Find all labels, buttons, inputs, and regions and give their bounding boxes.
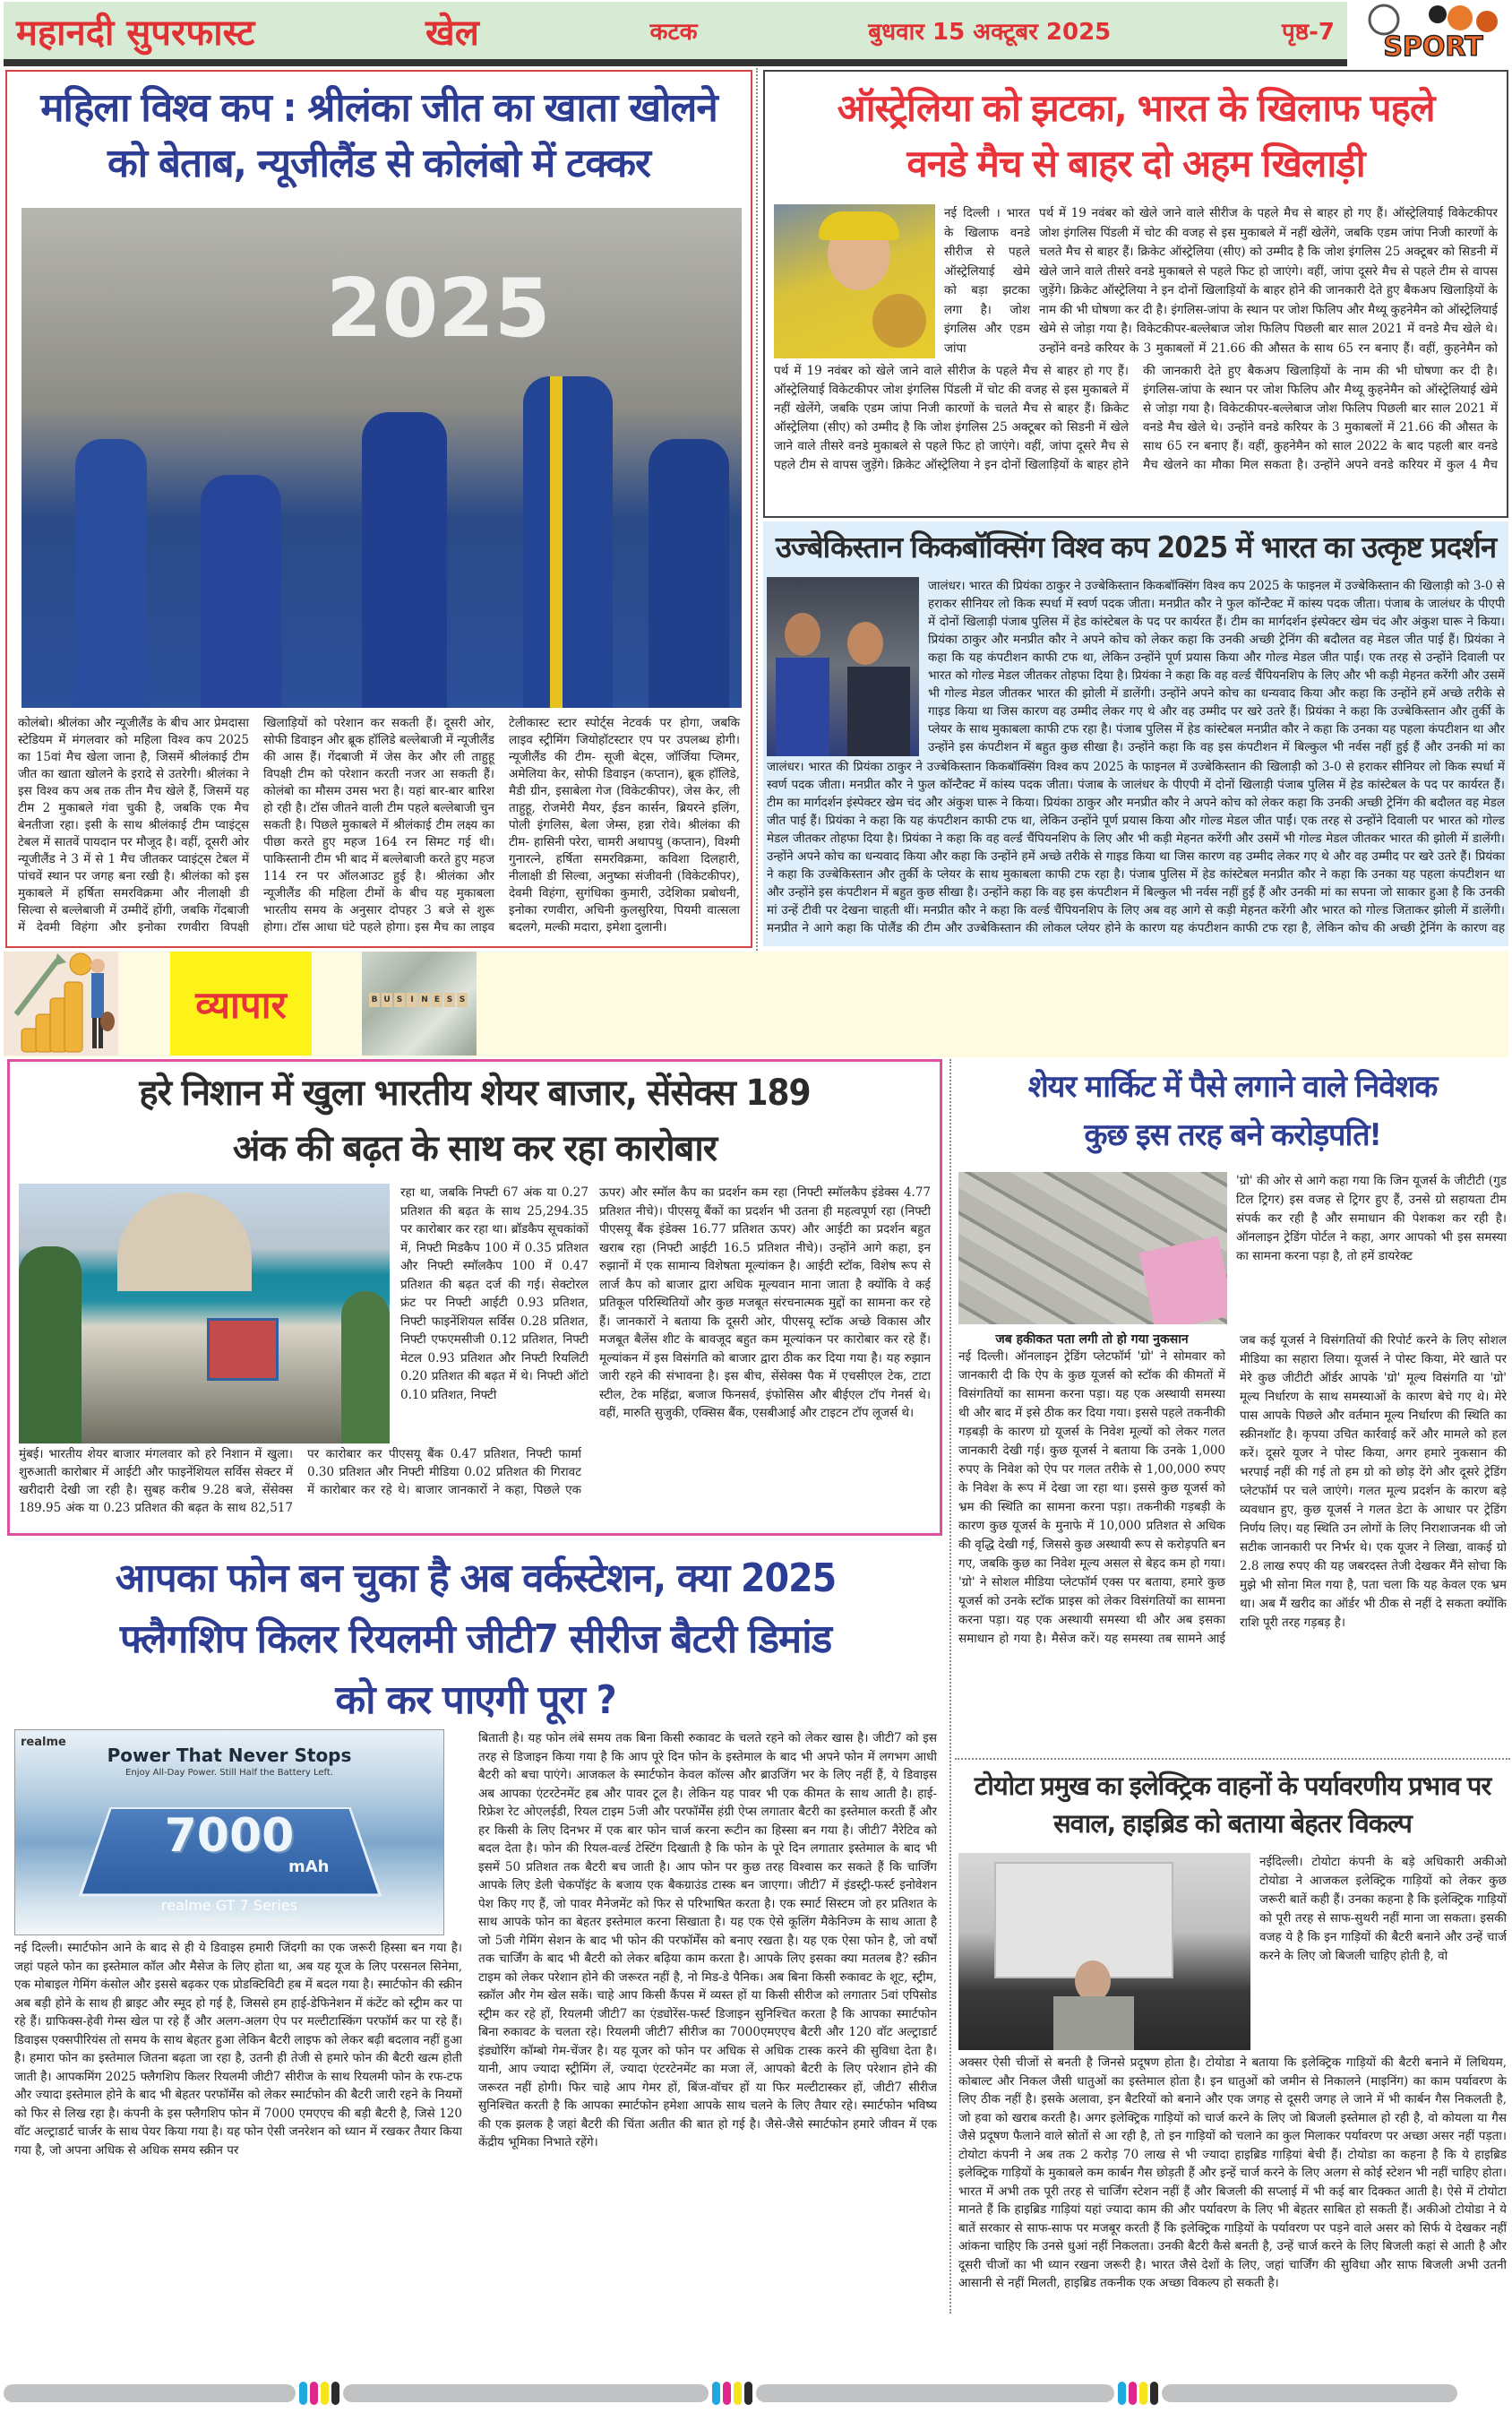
australia-body-main: पर्थ में 19 नवंबर को खेले जाने वाले सीरीज के पहले मैच से बाहर हो गए हैं। ऑस्ट्रेलियाई विकेटकीपर जोश इंगलिस पिंडली में चोट की वजह से इस मुकाबले में नहीं खेलेंगे, जबकि एडम जांपा निजी कारणों के चलते मैच से बाहर हैं। क्रिकेट ऑस्ट्रेलिया (सीए) को उम्मीद है कि जोश इंगलिस 25 अक्टूबर को सिडनी में खेले जाने वाले तीसरे वनडे मुकाबले से पहले फिट हो जाएंगे। वहीं, जांपा दूसरे मैच से पहले टीम से वापस जुड़ेंगे। क्रिकेट ऑस्ट्रेलिया ने इन दोनों खिलाड़ियों के बाहर होने की जानकारी देते हुए बैकअप खिलाड़ियों के नाम की भी घोषणा कर दी है। इंगलिस-जांपा के स्थान पर जोश फिलिप और मैथ्यू कुहनेमैन को ऑस्ट्रेलियाई खेमे से जोड़ा गया है। विकेटकीपर-बल्लेबाज जोश फिलिप पिछली बार साल 2021 में वनडे मैच खेले थे। उन्होंने वनडे करियर के 3 मुकाबलों में 21.66 की औसत के साथ 65 रन बनाए हैं। वहीं, कुहनेमैन को साल 2022 के बाद पहली बार वनडे मैच खेलने का मौका मिल सकता है। उन्होंने अपने वनडे करियर में कुल 4 मैच	[774, 364, 1498, 472]
srilanka-team-photo	[21, 208, 742, 708]
sensex-headline-2: अंक की बढ़त के साथ कर रहा कारोबार	[232, 1128, 717, 1169]
paper-name: महानदी सुपरफास्ट	[16, 12, 255, 54]
groww-headline-1: शेयर मार्किट में पैसे लगाने वाले निवेशक	[1027, 1069, 1438, 1105]
column-divider	[949, 1059, 951, 2314]
australia-headline-2: वनडे मैच से बाहर दो अहम खिलाड़ी	[906, 142, 1365, 185]
masthead	[4, 2, 1347, 59]
srilanka-body: कोलंबो। श्रीलंका और न्यूजीलैंड के बीच आर प्रेमदासा स्टेडियम में मंगलवार को महिला विश्व कप 2025 का 15वां मैच खेला जाना है, जिसमें श्रीलंकाई टीम जीत का खाता खोलने के इरादे से उतरेगी। श्रीलंका ने इस विश्व कप अब तक तीन मैच खेले हैं, जिसमें यह टीम 2 मुकाबले गंवा चुकी है, जबकि एक मैच बेनतीजा रहा। इसी के साथ श्रीलंकाई टीम प्वाइंट्स टेबल में सातवें पायदान पर मौजूद है। वहीं, दूसरी ओर न्यूजीलैंड ने 3 में से 1 मैच जीतकर प्वाइंट्स टेबल में पांचवें स्थान पर जगह बना रखी है। श्रीलंका को इस मुकाबले में हर्षिता समरविक्रमा और नीलाक्षी डी सिल्वा से बल्लेबाजी में उम्मीदें होंगी, जबकि गेंदबाजी में देवमी विहंगा और इनोका रणवीरा विपक्षी खिलाड़ियों को परेशान कर सकती हैं। दूसरी ओर, सोफी डिवाइन और ब्रूक हॉलिडे बल्लेबाजी में न्यूजीलैंड की आस हैं। गेंदबाजी में जेस केर और ली ताहुहू विपक्षी टीम को परेशान करती नजर आ सकती हैं। कोलंबो का मौसम उमस भरा है। यहां बार-बार बारिश हो रही है। टॉस जीतने वाली टीम पहले बल्लेबाजी चुन सकती है। पिछले मुकाबले में श्रीलंकाई टीम लक्ष्य का पीछा करते हुए महज 164 रन सिमट गई थी। पाकिस्तानी टीम भी बाद में बल्लेबाजी करते हुए महज 114 रन पर ऑलआउट हुई है। श्रीलंका और न्यूजीलैंड की महिला टीमों के बीच यह मुकाबला भारतीय समय के अनुसार दोपहर 3 बजे से शुरू होगा। टॉस आधा घंटे पहले होगा। इस मैच का लाइव टेलीकास्ट स्टार स्पोर्ट्स नेटवर्क पर होगा, जबकि लाइव स्ट्रीमिंग जियोहॉटस्टार एप पर उपलब्ध होगी। न्यूजीलैंड की टीम- सूजी बेट्स, जॉर्जिया प्लिमर, अमेलिया केर, सोफी डिवाइन (कप्तान), ब्रूक हॉलिडे, मैडी ग्रीन, इसाबेला गेज (विकेटकीपर), जेस केर, ली ताहुहू, रोजमेरी मैयर, ईडन कार्सन, ब्रियरने इलिंग, पोली इंगलिस, बेला जेम्स, हन्ना रोवे। श्रीलंका की टीम- हासिनी परेरा, चामरी अथापथु (कप्तान), विश्मी गुनारत्ने, हर्षिता समरविक्रमा, कविशा दिलहारी, नीलाक्षी डी सिल्वा, अनुष्का संजीवनी (विकेटकीपर), देवमी विहंगा, सुगंधिका कुमारी, उदेशिका प्रबोधनी, इनोका रणवीरा, अचिनी कुलसुरिया, पियमी वात्सला बदलगे, मल्की मदारा, इमेशा दुलानी।	[18, 716, 740, 935]
section-name: खेल	[425, 12, 479, 54]
groww-body-main: नई दिल्ली। ऑनलाइन ट्रेडिंग प्लेटफॉर्म 'ग्रो' ने सोमवार को जानकारी दी कि ऐप के कुछ यूजर्स को स्टॉक की कीमतों में विसंगतियों का सामना करना पड़ा। यह एक अस्थायी समस्या थी और बाद में इसे ठीक कर दिया गया। इससे पहले तकनीकी गड़बड़ी के कारण ग्रो यूजर्स के निवेश मूल्यों को लेकर गलत जानकारी देखी गई। कुछ यूजर्स ने बताया कि उनके 1,000 रुपए के निवेश को ऐप पर गलत तरीके से 1,00,000 रुपए के निवेश के रूप में देखा जा रहा था। इससे कुछ यूजर्स को भ्रम की स्थिति का सामना करना पड़ा। तकनीकी गड़बड़ी के कारण कुछ यूजर्स के मुनाफे में 10,000 प्रतिशत से अधिक की वृद्धि देखी गई, जिससे कुछ अस्थायी रूप से करोड़पति बन गए, जबकि कुछ का निवेश मूल्य असल से बेहद कम हो गया। 'ग्रो' ने सोशल मीडिया प्लेटफॉर्म एक्स पर बताया, हमारे कुछ यूजर्स को उनके स्टॉक प्राइस को लेकर विसंगतियों का सामना करना पड़ा। यह एक अस्थायी समस्या थी और अब इसका समाधान हो गया है। मैसेज करें। यह समस्या तब सामने आई जब कई यूजर्स ने विसंगतियों की रिपोर्ट करने के लिए सोशल मीडिया का सहारा लिया। यूजर्स ने पोस्ट किया, मेरे खाते पर मेरे कुछ जीटीटी ऑर्डर आपके 'ग्रो' मूल्य विसंगति या 'ग्रो' मूल्य निर्धारण के साथ समस्याओं के कारण बेचे गए थे। मेरे पास आपके पिछले और वर्तमान मूल्य निर्धारण की स्थिति का स्क्रीनशॉट है। कृपया उचित कार्रवाई करें और मामले को हल करें। दूसरे यूजर ने पोस्ट किया, अगर हमारे नुकसान की भरपाई नहीं की गई तो हम ग्रो को छोड़ देंगे और दूसरे ट्रेडिंग प्लेटफॉर्म पर चले जाएंगे। गलत मूल्य प्रदर्शन के कारण बड़े व्यवधान हुए, कुछ यूजर्स ने गलत डेटा के आधार पर ट्रेडिंग निर्णय लिए। यह स्थिति उन लोगों के लिए निराशाजनक थी जो सटीक जानकारी पर निर्भर थे। एक यूजर ने लिखा, वाकई ग्रो 2.8 लाख रुपए की यह जबरदस्त तेजी देखकर मैंने सोचा कि मुझे भी सोना मिल गया है, पता चला कि यह केवल एक भ्रम था। अब मैं खरीद का ऑर्डर भी ठीक से नहीं दे सकता क्योंकि राशि पूरी तरह गड़बड़ है।	[958, 1333, 1507, 1647]
australia-body-main-top: पर्थ में 19 नवंबर को खेले जाने वाले सीरीज के पहले मैच से बाहर हो गए हैं। ऑस्ट्रेलियाई विकेटकीपर जोश इंगलिस पिंडली में चोट की वजह से इस मुकाबले में नहीं खेलेंगे, जबकि एडम जांपा निजी कारणों के चलते मैच से बाहर हैं। क्रिकेट ऑस्ट्रेलिया (सीए) को उम्मीद है कि जोश इंगलिस 25 अक्टूबर को सिडनी में खेले जाने वाले तीसरे वनडे मुकाबले से पहले फिट हो जाएंगे। वहीं, जांपा दूसरे मैच से पहले टीम से वापस जुड़ेंगे। क्रिकेट ऑस्ट्रेलिया ने इन दोनों खिलाड़ियों के बाहर होने की जानकारी देते हुए बैकअप खिलाड़ियों के नाम की भी घोषणा कर दी है। इंगलिस-जांपा के स्थान पर जोश फिलिप और मैथ्यू कुहनेमैन को ऑस्ट्रेलियाई खेमे से जोड़ा गया है। विकेटकीपर-बल्लेबाज जोश फिलिप पिछली बार साल 2021 में वनडे मैच खेले थे। उन्होंने वनडे करियर के 3 मुकाबलों में 21.66 की औसत के साथ 65 रन बनाए हैं। वहीं, कुहनेमैन को	[1039, 206, 1498, 356]
business-tile: N	[419, 993, 430, 1007]
business-tile: S	[457, 993, 468, 1007]
kickboxing-photo	[767, 577, 919, 756]
srilanka-headline-2: को बेताब, न्यूजीलैंड से कोलंबो में टक्कर	[107, 141, 651, 186]
srilanka-headline-1: महिला विश्व कप : श्रीलंका जीत का खाता खोलने	[40, 85, 717, 131]
business-tile: S	[394, 993, 405, 1007]
vyapar-banner	[4, 952, 1508, 1057]
australia-headline-1: ऑस्ट्रेलिया को झटका, भारत के खिलाफ पहले	[837, 86, 1435, 130]
business-tile: U	[382, 993, 392, 1007]
article-realme	[7, 1539, 944, 2301]
article-srilanka	[5, 70, 752, 948]
business-image	[362, 952, 477, 1056]
realme-headline-2: फ्लैगशिप किलर रियलमी जीटी7 सीरीज बैटरी डिमांड	[119, 1616, 832, 1662]
footer-registration-bar	[4, 2382, 1508, 2405]
date: बुधवार 15 अक्टूबर 2025	[868, 19, 1112, 46]
sensex-body-col3: ऊपर) और स्मॉल कैप का प्रदर्शन कम रहा (निफ्टी स्मॉलकैप इंडेक्स 4.77 प्रतिशत नीचे)। पीएसयू बैंकों का प्रदर्शन भी उतना ही महत्वपूर्ण रहा (निफ्टी पीएसयू बैंक इंडेक्स 16.77 प्रतिशत ऊपर) और आईटी का प्रदर्शन बहुत खराब रहा (निफ्टी आईटी 16.5 प्रतिशत नीचे)। उन्होंने आगे कहा, इन रुझानों में एक सामान्य विशेषता मूल्यांकन है। आईटी स्टॉक, विशेष रूप से लार्ज कैप को बाजार द्वारा अधिक मूल्यवान माना जाता है क्योंकि वे कई प्रतिकूल परिस्थितियों और कुछ मजबूत संरचनात्मक मुद्दों का सामना कर रहे हैं। जानकारों ने बताया कि दूसरी ओर, पीएसयू स्टॉक अच्छे विकास और मजबूत बैलेंस शीट के बावजूद बहुत कम मूल्यांकन पर कारोबार कर रहे हैं। मूल्यांकन में इस विसंगति को बाजार द्वारा ठीक कर दिया गया है। यह रुझान जारी रहने की संभावना है। इस बीच, सेंसेक्स पैक में एचसीएल टेक, टाटा स्टील, टेक महिंद्रा, बजाज फिनसर्व, इंफोसिस और बीईएल टॉप गेनर्स थे। वहीं, मारुति सुजुकी, एक्सिस बैंक, एसबीआई और टाइटन टॉप लूजर्स थे।	[599, 1185, 931, 1420]
realme-ad	[14, 1729, 444, 1935]
vyapar-label-box	[170, 952, 312, 1056]
article-kickboxing	[763, 521, 1508, 946]
sport-logo	[1357, 2, 1509, 66]
groww-body-side: 'ग्रो' की ओर से आगे कहा गया कि जिन यूजर्स के जीटीटी (गुड टिल ट्रिगर) इस वजह से ट्रिगर हुए हैं, उनसे ग्रो सहायता टीम संपर्क कर रही है और समाधान की पेशकश कर रही है। ऑनलाइन ट्रेडिंग पोर्टल ने कहा, अगर आपको भी इस समस्या का सामना करना पड़ा है, तो हमें डायरेक्ट	[1236, 1174, 1507, 1263]
page-number: पृष्ठ-7	[1281, 19, 1335, 46]
sensex-body-bottom: मुंबई। भारतीय शेयर बाजार मंगलवार को हरे निशान में खुला। शुरुआती कारोबार में आईटी और फाइनेंशियल सर्विस सेक्टर में खरीदारी देखी जा रही है। सुबह करीब 9.28 बजे, सेंसेक्स 189.95 अंक या 0.23 प्रतिशत की बढ़त के साथ 82,517 पर कारोबार कर पीएसयू बैंक 0.47 प्रतिशत, निफ्टी फार्मा 0.30 प्रतिशत और निफ्टी मीडिया 0.02 प्रतिशत की गिरावट में कारोबार कर रहे थे। बाजार जानकारों ने कहा, पिछले एक	[19, 1447, 581, 1515]
realme-headline-1: आपका फोन बन चुका है अब वर्कस्टेशन, क्या 2025	[115, 1555, 837, 1601]
toyota-headline-1: टोयोटा प्रमुख का इलेक्ट्रिक वाहनों के पर्यावरणीय प्रभाव पर	[974, 1771, 1491, 1801]
photo-2025-text: 2025	[326, 262, 551, 356]
ad-tagline: Enjoy All-Day Power. Still Half the Battery Left.	[125, 1768, 333, 1778]
article-toyota	[955, 1762, 1510, 2299]
article-australia	[763, 70, 1508, 518]
sensex-headline-1: हरे निशान में खुला भारतीय शेयर बाजार, सेंसेक्स 189	[139, 1073, 811, 1114]
column-divider	[756, 68, 758, 951]
ad-brand: realme	[21, 1736, 66, 1749]
toyota-body-side: नईदिल्ली। टोयोटा कंपनी के बड़े अधिकारी अकीओ टोयोडा ने आजकल इलेक्ट्रिक गाड़ियों को लेकर कुछ जरूरी बातें कही हैं। उनका कहना है कि इलेक्ट्रिक गाड़ियों को पूरी तरह से साफ-सुथरी नहीं माना जा सकता। इसकी वजह ये है कि इन गाड़ियों की बैटरी बनाने और उन्हें चार्ज करने के लिए जो बिजली चाहिए होती है, वो	[1259, 1855, 1507, 1963]
article-sensex	[7, 1059, 942, 1536]
kickboxing-body: जालंधर। भारत की प्रियंका ठाकुर ने उज्बेकिस्तान किकबॉक्सिंग विश्व कप 2025 के फाइनल में उज्बेकिस्तान की खिलाड़ी को 3-0 से हराकर सीनियर लो किक स्पर्धा में स्वर्ण पदक जीता। मनप्रीत कौर ने फुल कॉन्टैक्ट में कांस्य पदक जीता। पंजाब के जालंधर के पीएपी में दोनों खिलाड़ी पंजाब पुलिस में हेड कांस्टेबल के पद पर कार्यरत हैं। टीम का मार्गदर्शन इंस्पेक्टर खेम चंद और अंकुश घारू ने किया। प्रियंका ठाकुर और मनप्रीत कौर ने अपने कोच को लेकर कहा कि उनकी अच्छी ट्रेनिंग की बदौलत वह मेडल जीत पाई हैं। प्रियंका ने कहा कि यह कंपटीशन काफी टफ था, लेकिन उन्होंने पूर्ण प्रयास किया और गोल्ड मेडल जीत पाईं। एक तरह से उन्होंने दिवाली पर भारत को गोल्ड मेडल जीतकर तोहफा दिया है। प्रियंका ने कहा कि वह वर्ल्ड चैंपियनशिप के लिए और भी कड़ी मेहनत करेंगी और उसमें भी गोल्ड मेडल जीतकर भारत की झोली में डालेंगी। उन्होंने अपने कोच का धन्यवाद किया और कहा कि उन्होंने हमें अच्छे तरीके से गाइड किया था जिस कारण वह उम्मीद लेकर गए थे और वह उम्मीद पर खरे उतरे हैं। प्रियंका ने कहा कि उज्बेकिस्तान और तुर्की के प्लेयर के साथ मुकाबला काफी टफ रहा है। पंजाब पुलिस में हेड कांस्टेबल मनप्रीत कौर ने कहा कि उनका यह पहला कंपटीशन था और उन्होंने इस कंपटीशन में बहुत कुछ सीखा है। उन्होंने कहा कि वह इस कंपटीशन में बिल्कुल भी नर्वस नहीं हुई हैं और उनकी मां का सपना जो साकार हुआ है कि उनकी मां उन्हें टीवी पर देखना चाहती थीं। मनप्रीत कौर ने कहा कि वर्ल्ड चैंपियनशिप के लिए अब वह आगे से कड़ी मेहनत करेंगी और भारत को गोल्ड जिताकर झोली में डालेंगी। मनप्रीत ने आगे कहा कि पोलैंड की टीम और उज्बेकिस्तान की लोकल प्लेयर होने के कारण यह कंपटीशन काफी टफ रहा है, लेकिन कोच की अच्छी ट्रेनिंग के कारण वह	[767, 760, 1505, 935]
city: कटक	[649, 19, 698, 46]
ad-unit: mAh	[288, 1857, 330, 1876]
toyota-headline-2: सवाल, हाइब्रिड को बताया बेहतर विकल्प	[1053, 1808, 1412, 1839]
business-tile: B	[369, 993, 380, 1007]
currency-notes-photo	[958, 1172, 1227, 1324]
business-tiles	[369, 993, 468, 1007]
australia-player-photo	[774, 204, 935, 358]
realme-headline-3: को कर पाएगी पूरा ?	[335, 1677, 616, 1723]
ad-capacity: 7000	[164, 1809, 295, 1863]
section-divider	[955, 1758, 1510, 1760]
coins-illustration	[4, 952, 118, 1056]
sensex-body-side: रहा था, जबकि निफ्टी 67 अंक या 0.27 प्रतिशत की बढ़त के साथ 25,294.35 पर कारोबार कर रहा था। ब्रॉडकैप सूचकांकों में, निफ्टी मिडकैप 100 में 0.35 प्रतिशत और निफ्टी स्मॉलकैप 100 में 0.47 प्रतिशत की बढ़त दर्ज की गई। सेक्टोरल फ्रंट पर निफ्टी आईटी 0.93 प्रतिशत, निफ्टी फाइनेंशियल सर्विस 0.28 प्रतिशत, निफ्टी एफएमसीजी 0.12 प्रतिशत, निफ्टी मेटल 0.93 प्रतिशत और निफ्टी रियलिटी 0.20 प्रतिशत की बढ़त में थे। निफ्टी ऑटो 0.10 प्रतिशत, निफ्टी	[400, 1185, 588, 1402]
toyota-executive-photo	[958, 1853, 1250, 2050]
masthead-rule	[4, 59, 1347, 66]
ad-series: realme GT 7 Series	[161, 1897, 297, 1914]
business-tile: S	[444, 993, 455, 1007]
ad-title: Power That Never Stops	[107, 1745, 352, 1766]
article-groww	[955, 1059, 1510, 1749]
kickboxing-body-top: जालंधर। भारत की प्रियंका ठाकुर ने उज्बेकिस्तान किकबॉक्सिंग विश्व कप 2025 के फाइनल में उज्बेकिस्तान की खिलाड़ी को 3-0 से हराकर सीनियर लो किक स्पर्धा में स्वर्ण पदक जीता। मनप्रीत कौर ने फुल कॉन्टैक्ट में कांस्य पदक जीता। पंजाब के जालंधर के पीएपी में दोनों खिलाड़ी पंजाब पुलिस में हेड कांस्टेबल के पद पर कार्यरत हैं। टीम का मार्गदर्शन इंस्पेक्टर खेम चंद और अंकुश घारू ने किया। प्रियंका ठाकुर और मनप्रीत कौर ने अपने कोच को लेकर कहा कि उनकी अच्छी ट्रेनिंग की बदौलत वह मेडल जीत पाई हैं। प्रियंका ने कहा कि यह कंपटीशन काफी टफ था, लेकिन उन्होंने पूर्ण प्रयास किया और गोल्ड मेडल जीत पाईं। एक तरह से उन्होंने दिवाली पर भारत को गोल्ड मेडल जीतकर तोहफा दिया है। प्रियंका ने कहा कि वह वर्ल्ड चैंपियनशिप के लिए और भी कड़ी मेहनत करेंगी और उसमें भी गोल्ड मेडल जीतकर भारत की झोली में डालेंगी। उन्होंने अपने कोच का धन्यवाद किया और कहा कि उन्होंने हमें अच्छे तरीके से गाइड किया था जिस कारण वह उम्मीद लेकर गए थे और वह उम्मीद पर खरे उतरे हैं। प्रियंका ने कहा कि उज्बेकिस्तान और तुर्की के प्लेयर के साथ मुकाबला काफी टफ रहा है। पंजाब पुलिस में हेड कांस्टेबल मनप्रीत कौर ने कहा कि उनका यह पहला कंपटीशन था और उन्होंने इस कंपटीशन में बहुत कुछ सीखा है। उन्होंने कहा कि वह इस कंपटीशन में बिल्कुल भी नर्वस नहीं हुई हैं और उनकी मां का	[928, 579, 1505, 754]
realme-body-a: नई दिल्ली। स्मार्टफोन आने के बाद से ही ये डिवाइस हमारी जिंदगी का एक जरूरी हिस्सा बन गया है। जहां पहले फोन का इस्तेमाल कॉल और मैसेज के लिए होता था, अब यह यूज के लिए परसनल सिनेमा, एक मोबाइल गेमिंग कंसोल और इससे बढ़कर एक प्रोडक्टिविटी हब में बदल गया है। स्मार्टफोन की स्क्रीन अब बड़ी होने के साथ ही ब्राइट और स्मूद हो गई है, जिससे हम हाई-डेफिनेशन में कंटेंट को स्ट्रीम कर पा रहे हैं। ग्राफिक्स-हेवी गेम्स खेल पा रहे हैं और अलग-अलग ऐप पर मल्टीटास्किंग परफॉर्म कर पा रहे हैं। डिवाइस एक्सपीरियंस तो समय के साथ बेहतर हुआ लेकिन बैटरी लाइफ को लेकर बढ़ी बदलाव नहीं हुआ है। हमारा फोन का इस्तेमाल जितना बढ़ता जा रहा है, उतनी ही तेजी से हमारे फोन की बैटरी खत्म होती जाती है। आपकमिंग 2025 फ्लैगशिप किलर रियलमी जीटी7 सीरीज के साथ रियलमी फोन के रफ-टफ और ज्यादा इस्तेमाल होने के बाद भी बेहतर परफॉर्मेंस को लेकर स्मार्टफोन की बैटरी जारी रहने के नियमों को फिर से लिख रहा है। कंपनी के इस फ्लैगशिप फोन में 7000 एमएएच की बड़ी बैटरी है, जिसे 120 वॉट अल्ट्राडार्ट चार्जर के साथ पेयर किया गया है। यह फोन ऐसी जनरेशन को ध्यान में रखकर तैयार किया गया है, जो अपना अधिक से अधिक समय स्क्रीन पर	[14, 1941, 462, 2158]
bse-building-photo	[19, 1184, 390, 1443]
ad-event: May 27, 1:30PM | Global Launch Event	[159, 1917, 299, 1925]
groww-subhead: जब हकीकत पता लगी तो हो गया नुकसान	[995, 1332, 1189, 1347]
vyapar-label: व्यापार	[195, 982, 287, 1027]
kickboxing-headline: उज्बेकिस्तान किकबॉक्सिंग विश्व कप 2025 में भारत का उत्कृष्ट प्रदर्शन	[775, 530, 1497, 564]
australia-body-side: नई दिल्ली । भारत के खिलाफ वनडे सीरीज से पहले ऑस्ट्रेलियाई खेमे को बड़ा झटका लगा है। जोश इंगलिस और एडम जांपा	[944, 206, 1030, 356]
realme-body-b: बिताती है। यह फोन लंबे समय तक बिना किसी रुकावट के चलते रहने को लेकर खास है। जीटी7 को इस तरह से डिजाइन किया गया है कि आप पूरे दिन फोन के इस्तेमाल के बाद भी अपने फोन में लगभग आधी बैटरी को बचा पाएंगे। आजकल के स्मार्टफोन केवल कॉल्स और ब्राउजिंग भर के लिए नहीं हैं, ये डिवाइस अब आपका एंटरटेनमेंट हब और पावर टूल है। लेकिन यह पावर भी एक कीमत के साथ आती है। हाई-रिफ्रेश रेट ओएलईडी, रियल टाइम 5जी और परफॉर्मेंस हंग्री ऐप्स लगातार बैटरी का इस्तेमाल करती हैं और हर किसी के लिए दिनभर में एक बार फोन चार्ज करना रूटीन का हिस्सा बन गया है। जीटी7 नैरेटिव को बदल देता है। फोन की रियल-वर्ल्ड टेस्टिंग दिखाती है कि फोन के पूरे दिन लगातार इस्तेमाल के बाद भी इसमें 50 प्रतिशत तक बैटरी बच जाती है। आप फोन पर कुछ तरह विश्वास कर सकते हैं कि चार्जिंग आपके लिए डेली चेकपॉइंट के बजाय एक बैकग्राउंड टास्क बन जाएगा। जीटी7 में इंडस्ट्री-फर्स्ट इनोवेशन पेश किए गए हैं, जो पावर मैनेजमेंट को फिर से परिभाषित करता है। एक स्मार्ट सिस्टम जो हर प्रतिशत के साथ आपके फोन का बेहतर इस्तेमाल करना सिखाता है। यह एक ऐसे कूलिंग मैकेनिज्म के साथ आता है जो 5जी गेमिंग सेशन के बाद भी फोन की परफॉर्मेंस को बनाए रखता है। यह एक ऐसा फोन है, जो वर्षों तक चार्जिंग के बाद भी बैटरी को लेकर बढ़िया काम करता है। आपके लिए इसका क्या मतलब है? स्क्रीन टाइम को लेकर परेशान होने की जरूरत नहीं है, नो मिड-डे पैनिक। अब बिना किसी रुकावट के शूट, स्ट्रीम, स्क्रॉल और गेम खेल सकें। चाहे आप किसी कैंपस में व्यस्त हों या किसी सीरीज को लगातार 5वां एपिसोड स्ट्रीम कर रहे हों, रियलमी जीटी7 का एंड्योरेंस-फर्स्ट डिजाइन सुनिश्चित करता है कि आपका स्मार्टफोन बिना रुकावट के चलता रहे। रियलमी जीटी7 सीरीज का 7000एमएएच बैटरी और 120 वॉट अल्ट्राडार्ट इंड्योरिंग कॉम्बो गेम-चेंजर है। यह यूजर को फोन पर अधिक से अधिक टास्क करने की सुविधा देता है। यानी, आप ज्यादा स्ट्रीमिंग लें, ज्यादा एंटरटेनमेंट का मजा लें, आपको बैटरी के लिए परेशान होने की जरूरत नहीं होगी। फिर चाहे आप गेमर हों, बिंज-वॉचर हों या फिर मल्टीटास्कर हों, जीटी7 सीरीज सुनिश्चित करती है कि आपका स्मार्टफोन हमेशा आपके साथ चलने के लिए तैयार रहे। स्मार्टफोन भविष्य की एक झलक है जहां बैटरी की चिंता अतीत की बात हो गई है। जैसे-जैसे स्मार्टफोन हमारे जीवन में एक केंद्रीय भूमिका निभाते रहेंगे।	[478, 1731, 937, 2150]
toyota-body-main: अक्सर ऐसी चीजों से बनती है जिनसे प्रदूषण होता है। टोयोडा ने बताया कि इलेक्ट्रिक गाड़ियों की बैटरी बनाने में लिथियम, कोबाल्ट और निकल जैसी धातुओं का इस्तेमाल होता है। इन धातुओं को जमीन से निकालने (माइनिंग) का काम पर्यावरण के लिए ठीक नहीं है। इसके अलावा, इन बैटरियों को बनाने और एक जगह से दूसरी जगह ले जाने में भी कार्बन गैस निकलती है, जो हवा को खराब करती है। अगर इलेक्ट्रिक गाड़ियों को चार्ज करने के लिए जो बिजली इस्तेमाल हो रही है, वो कोयला या गैस जैसे प्रदूषण फैलाने वाले स्रोतों से आ रही है, तो इन गाड़ियों को चलाने का कुल मिलाकर पर्यावरण पर अच्छा असर नहीं पड़ता। टोयोटा कंपनी ने अब तक 2 करोड़ 70 लाख से भी ज्यादा हाइब्रिड गाड़ियां बेची हैं। टोयोडा का कहना है कि ये हाइब्रिड इलेक्ट्रिक गाड़ियों के मुकाबले कम कार्बन गैस छोड़ती हैं और इन्हें चार्ज करने के लिए अलग से कोई स्टेशन भी नहीं चाहिए होता। भारत में अभी तक पूरी तरह से चार्जिंग स्टेशन नहीं हैं और बिजली की सप्लाई में भी कई बार दिक्कत आती है। ऐसे में टोयोटा मानते हैं कि हाइब्रिड गाड़ियां यहां ज्यादा काम की और पर्यावरण के लिए भी बेहतर साबित हो सकती हैं। अकीओ टोयोडा ने ये बातें सरकार से साफ-साफ पर मजबूर करती हैं कि इलेक्ट्रिक गाड़ियों के पर्यावरण पर पड़ने वाले असर को सिर्फ ये देखकर नहीं आंकना चाहिए कि उनसे धुआं नहीं निकलता। उनकी बैटरी कैसे बनती है, उन्हें चार्ज करने के लिए बिजली कहां से आती है और दूसरी चीजों का भी ध्यान रखना जरूरी है। भारत जैसे देशों के लिए, जहां चार्जिंग की सुविधा और साफ बिजली अभी उतनी आसानी से नहीं मिलती, हाइब्रिड तकनीक एक अच्छा विकल्प हो सकती है।	[958, 2055, 1507, 2290]
groww-headline-2: कुछ इस तरह बने करोड़पति!	[1084, 1117, 1381, 1153]
business-tile: I	[407, 993, 417, 1007]
business-tile: E	[432, 993, 442, 1007]
sport-logo-text: SPORT	[1383, 31, 1483, 63]
